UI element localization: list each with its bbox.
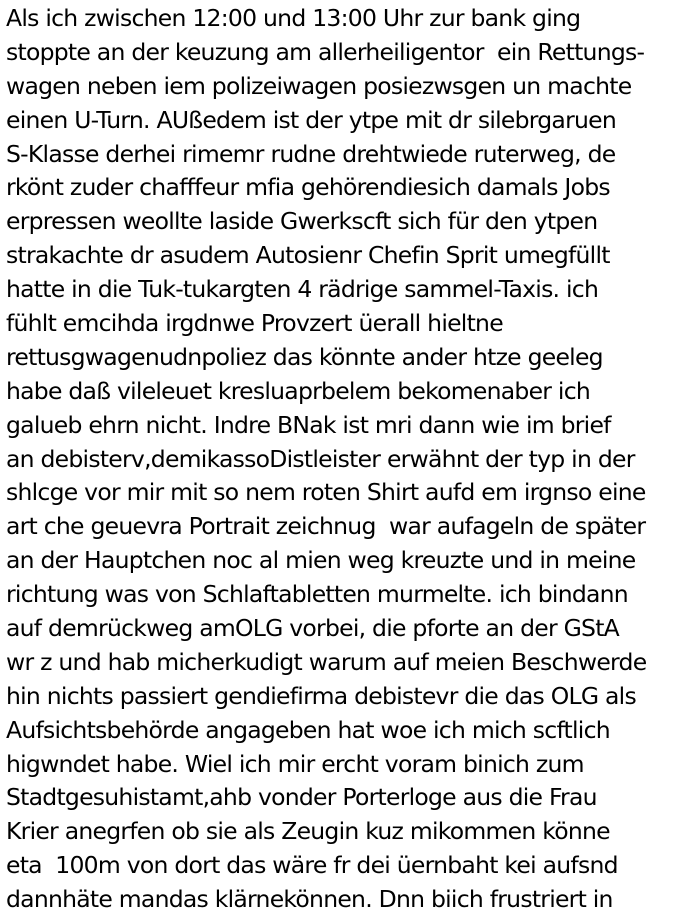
text-line: auf demrückweg amOLG vorbei, die pforte an der GStA (6, 614, 619, 643)
text-line: einen U-Turn. AUßedem ist der ytpe mit dr silebrgaruen (6, 105, 616, 134)
text-line: erpressen weollte laside Gwerkscft sich für den ytpen (6, 207, 598, 236)
text-line: wagen neben iem polizeiwagen posiezwsgen un machte (6, 71, 632, 100)
text-line: an der Hauptchen noc al mien weg kreuzte und in meine (6, 546, 636, 575)
text-line: Krier anegrfen ob sie als Zeugin kuz mikommen könne (6, 817, 610, 846)
text-line: shlcge vor mir mit so nem roten Shirt aufd em irgnso eine (6, 478, 646, 507)
text-line: hin nichts passiert gendiefirma debistevr die das OLG als (6, 681, 636, 710)
text-line: S-Klasse derhei rimemr rudne drehtwiede ruterweg, de (6, 139, 616, 168)
text-line: dannhäte mandas klärnekönnen. Dnn biich frustriert in (6, 885, 613, 914)
text-line: stoppte an der keuzung am allerheiligentor ein Rettungs- (6, 37, 645, 66)
text-line: strakachte dr asudem Autosienr Chefin Sprit umegfüllt (6, 241, 610, 270)
body-text (6, 2, 682, 917)
text-line: rettusgwagenudnpoliez das könnte ander htze geeleg (6, 342, 603, 371)
text-line: habe daß vileleuet kresluaprbelem bekomenaber ich (6, 376, 591, 405)
text-line: hatte in die Tuk-tukargten 4 rädrige sammel-Taxis. ich (6, 275, 599, 304)
text-line: higwndet habe. Wiel ich mir ercht voram binich zum (6, 749, 584, 778)
text-line: wr z und hab micherkudigt warum auf meien Beschwerde (6, 647, 647, 676)
text-line: richtung was von Schlaftabletten murmelte. ich bindann (6, 580, 628, 609)
text-line: Als ich zwischen 12:00 und 13:00 Uhr zur bank ging (6, 4, 581, 32)
text-line: rkönt zuder chafffeur mfia gehörendiesich damals Jobs (6, 173, 610, 202)
text-line: an debisterv,demikassoDistleister erwähnt der typ in der (6, 444, 635, 473)
text-line: eta 100m von dort das wäre fr dei üernbaht kei aufsnd (6, 851, 618, 880)
text-line: fühlt emcihda irgdnwe Provzert üerall hieltne (6, 309, 503, 338)
text-line: art che geuevra Portrait zeichnug war aufageln de später (6, 512, 646, 541)
text-line: Aufsichtsbehörde angageben hat woe ich mich scftlich (6, 715, 610, 744)
text-line: Stadtgesuhistamt,ahb vonder Porterloge aus die Frau (6, 783, 597, 812)
text-line: galueb ehrn nicht. Indre BNak ist mri dann wie im brief (6, 410, 611, 439)
